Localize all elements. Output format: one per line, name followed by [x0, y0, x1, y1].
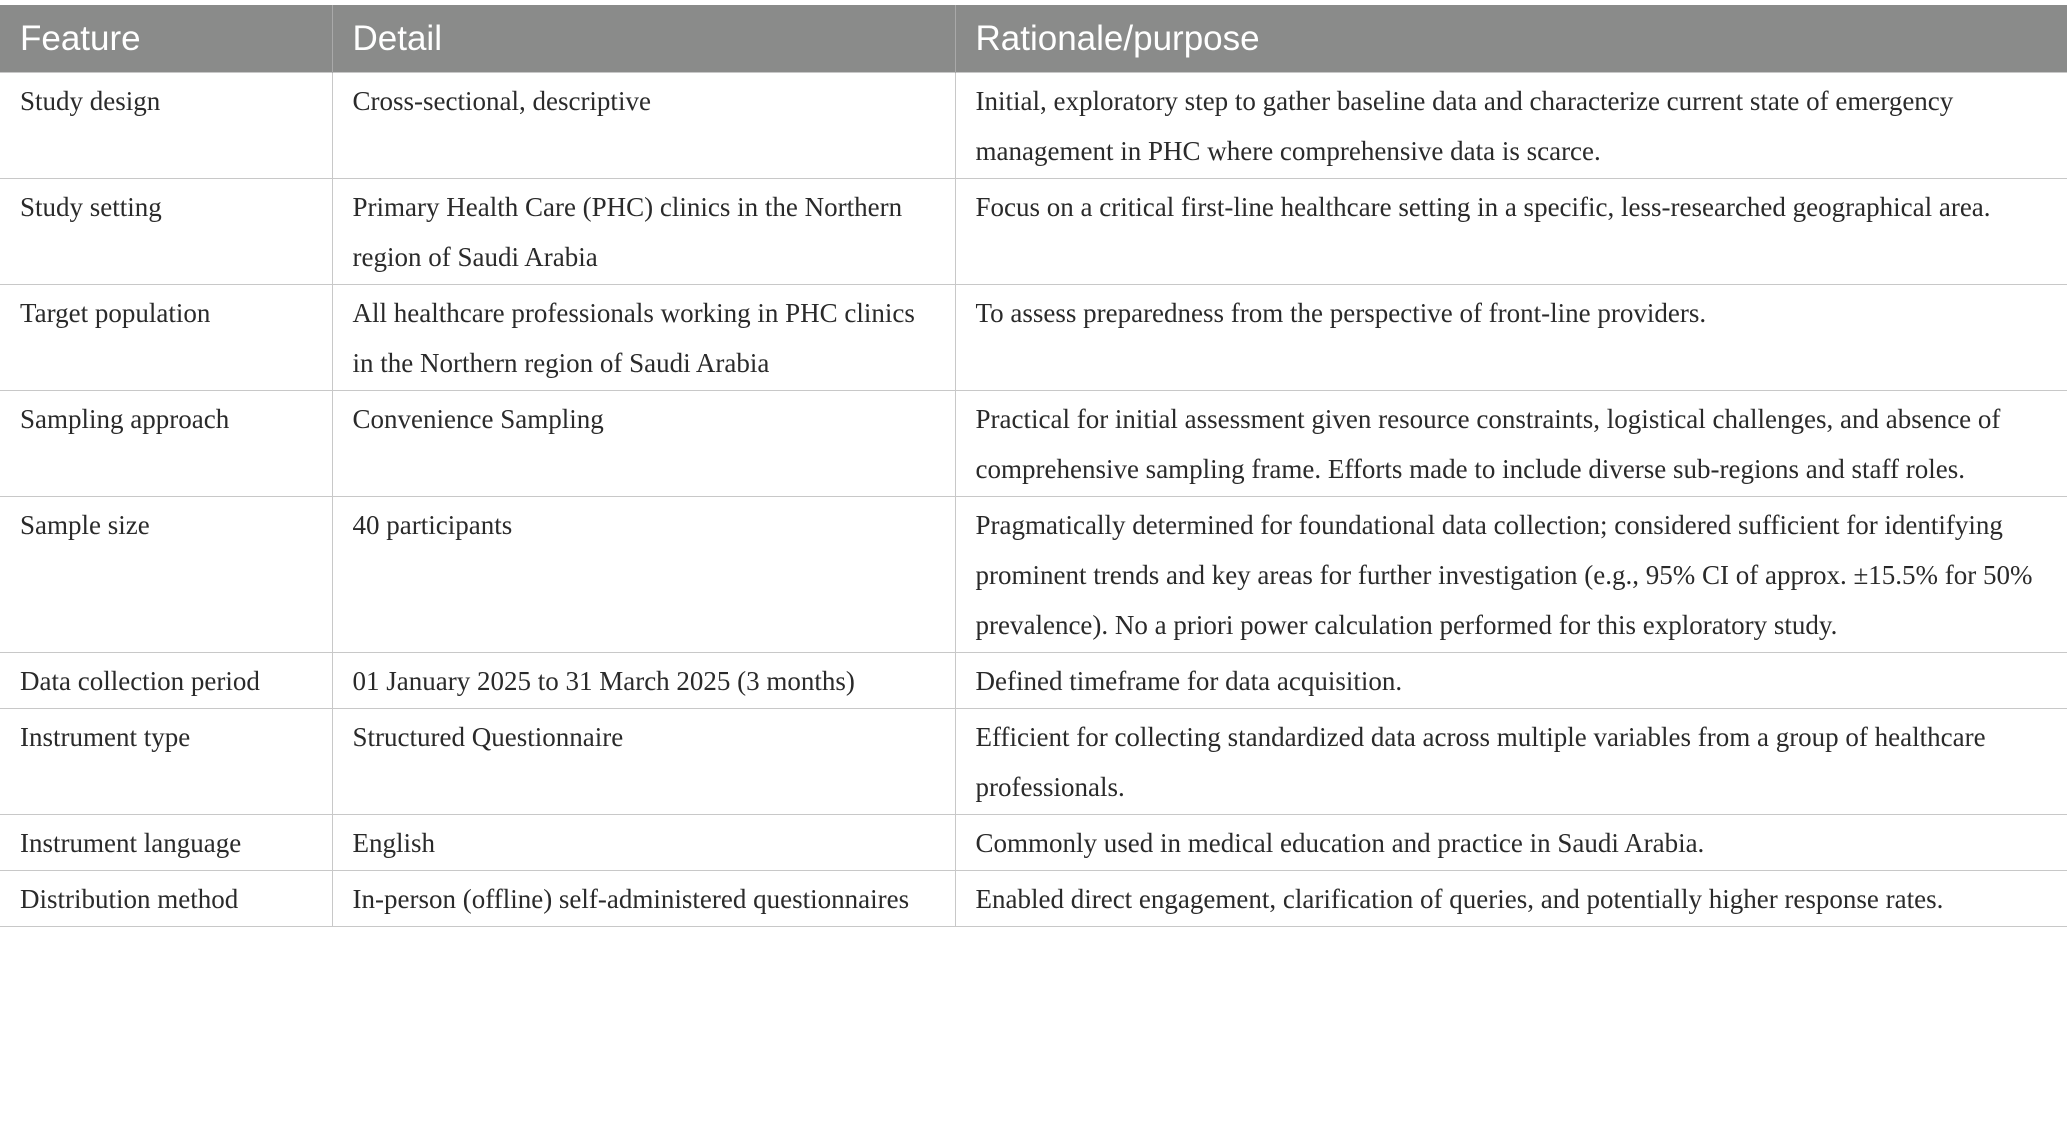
rationale-cell: Initial, exploratory step to gather baseline data and characterize current state of emergency management in PHC where comprehensive data is scarce. [955, 73, 2067, 179]
table-header [0, 5, 2067, 73]
table-row [0, 709, 2067, 815]
feature-cell: Distribution method [0, 871, 332, 927]
detail-cell: Convenience Sampling [332, 391, 955, 497]
study-design-table-container [0, 5, 2067, 927]
feature-cell: Data collection period [0, 653, 332, 709]
detail-cell: 01 January 2025 to 31 March 2025 (3 months) [332, 653, 955, 709]
study-design-table [0, 5, 2067, 927]
detail-cell: 40 participants [332, 497, 955, 653]
rationale-cell: To assess preparedness from the perspective of front-line providers. [955, 285, 2067, 391]
rationale-cell: Practical for initial assessment given resource constraints, logistical challenges, and absence of comprehensive sampling frame. Efforts made to include diverse sub-regions and staff roles. [955, 391, 2067, 497]
table-row [0, 73, 2067, 179]
header-rationale: Rationale/purpose [955, 5, 2067, 73]
detail-cell: English [332, 815, 955, 871]
feature-cell: Sampling approach [0, 391, 332, 497]
rationale-cell: Efficient for collecting standardized data across multiple variables from a group of healthcare professionals. [955, 709, 2067, 815]
feature-cell: Instrument language [0, 815, 332, 871]
rationale-cell: Focus on a critical first-line healthcare setting in a specific, less-researched geographical area. [955, 179, 2067, 285]
rationale-cell: Pragmatically determined for foundational data collection; considered sufficient for identifying prominent trends and key areas for further investigation (e.g., 95% CI of approx. ±15.5% for 50% prevalence). No a priori power calculation performed for this exploratory study. [955, 497, 2067, 653]
detail-cell: All healthcare professionals working in PHC clinics in the Northern region of Saudi Arabia [332, 285, 955, 391]
table-row [0, 871, 2067, 927]
detail-cell: Primary Health Care (PHC) clinics in the Northern region of Saudi Arabia [332, 179, 955, 285]
rationale-cell: Enabled direct engagement, clarification of queries, and potentially higher response rates. [955, 871, 2067, 927]
table-body [0, 73, 2067, 927]
feature-cell: Sample size [0, 497, 332, 653]
header-detail: Detail [332, 5, 955, 73]
header-row [0, 5, 2067, 73]
rationale-cell: Commonly used in medical education and practice in Saudi Arabia. [955, 815, 2067, 871]
table-row [0, 179, 2067, 285]
table-row [0, 497, 2067, 653]
table-row [0, 285, 2067, 391]
table-row [0, 391, 2067, 497]
feature-cell: Study design [0, 73, 332, 179]
table-row [0, 815, 2067, 871]
table-row [0, 653, 2067, 709]
detail-cell: Structured Questionnaire [332, 709, 955, 815]
detail-cell: Cross-sectional, descriptive [332, 73, 955, 179]
rationale-cell: Defined timeframe for data acquisition. [955, 653, 2067, 709]
detail-cell: In-person (offline) self-administered questionnaires [332, 871, 955, 927]
feature-cell: Target population [0, 285, 332, 391]
feature-cell: Study setting [0, 179, 332, 285]
feature-cell: Instrument type [0, 709, 332, 815]
header-feature: Feature [0, 5, 332, 73]
